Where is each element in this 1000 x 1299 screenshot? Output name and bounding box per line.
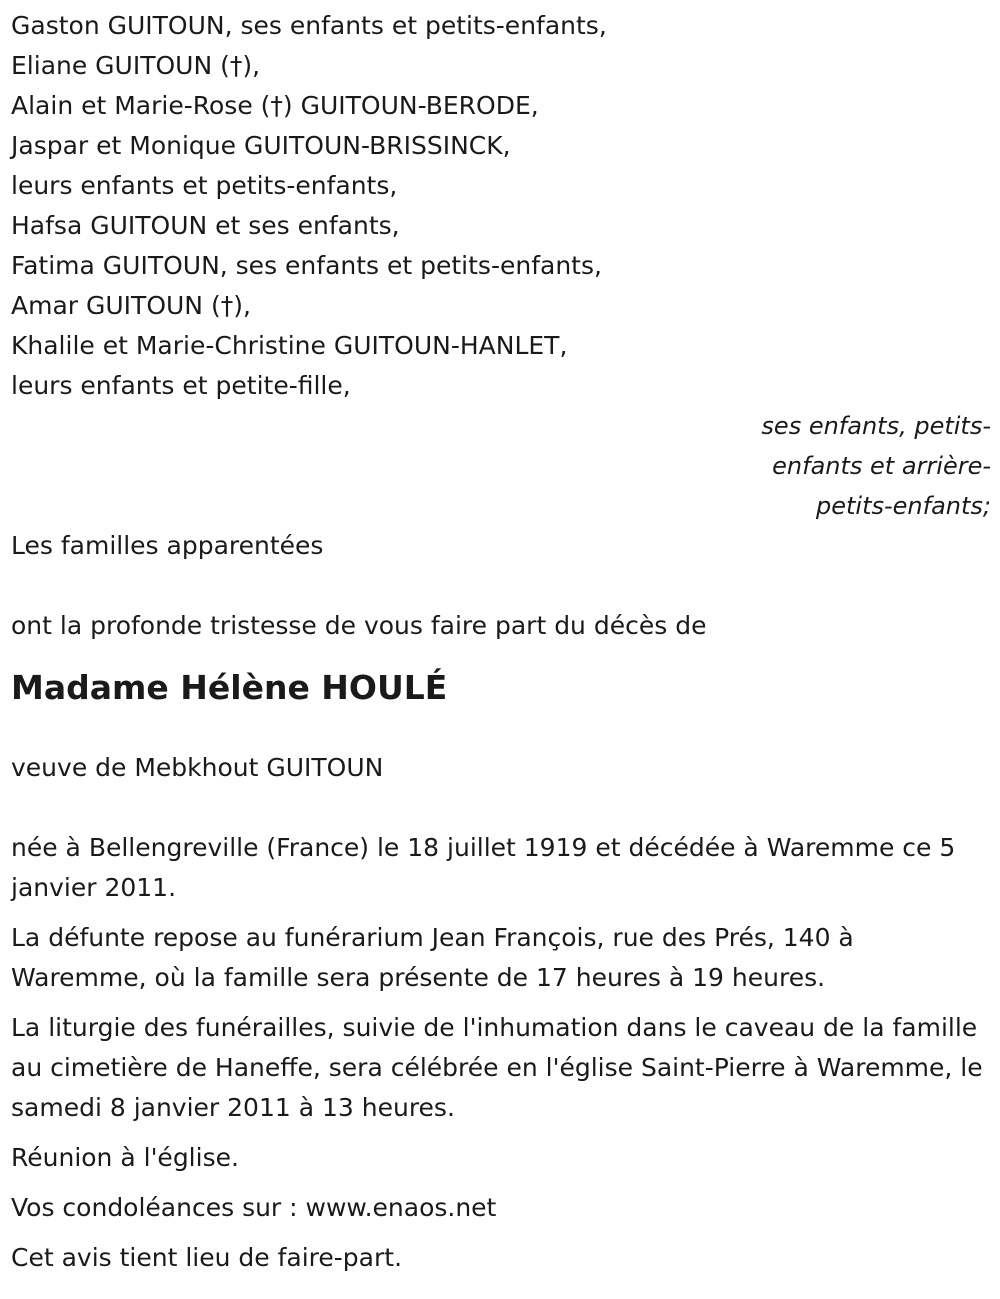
family-line: Gaston GUITOUN, ses enfants et petits-enfants, (11, 11, 607, 40)
family-line: Eliane GUITOUN (†), (11, 51, 261, 80)
repose-details: La défunte repose au funérarium Jean François, rue des Prés, 140 à Waremme, où la famille sera présente de 17 heures à 19 heures. (11, 923, 854, 992)
birth-death-details: née à Bellengreville (France) le 18 juillet 1919 et décédée à Waremme ce 5 janvier 2011. (11, 833, 956, 902)
meeting-note: Réunion à l'église. (11, 1143, 239, 1172)
obituary-notice (11, 6, 991, 1288)
family-line: Alain et Marie-Rose (†) GUITOUN-BERODE, (11, 91, 539, 120)
descendants-line: petits-enfants; (816, 492, 991, 520)
family-line: Fatima GUITOUN, ses enfants et petits-enfants, (11, 251, 602, 280)
related-families: Les familles apparentées (11, 531, 324, 560)
family-line: Hafsa GUITOUN et ses enfants, (11, 211, 400, 240)
descendants-note (11, 406, 991, 526)
notice-note: Cet avis tient lieu de faire-part. (11, 1243, 403, 1272)
deceased-name: Madame Hélène HOULÉ (11, 668, 448, 707)
descendants-line: enfants et arrière- (772, 452, 991, 480)
condolences-note: Vos condoléances sur : www.enaos.net (11, 1193, 497, 1222)
widow-of: veuve de Mebkhout GUITOUN (11, 753, 384, 782)
family-list (11, 6, 991, 406)
family-line: Khalile et Marie-Christine GUITOUN-HANLET, (11, 331, 568, 360)
liturgy-details: La liturgie des funérailles, suivie de l'inhumation dans le caveau de la famille au cimetière de Haneffe, sera célébrée en l'église Saint-Pierre à Waremme, le samedi 8 janvier 2011 à 13 heures. (11, 1013, 983, 1122)
descendants-line: ses enfants, petits- (761, 412, 991, 440)
announcement-text: ont la profonde tristesse de vous faire part du décès de (11, 611, 707, 640)
family-line: Jaspar et Monique GUITOUN-BRISSINCK, (11, 131, 511, 160)
family-line: leurs enfants et petits-enfants, (11, 171, 398, 200)
family-line: leurs enfants et petite-fille, (11, 371, 351, 400)
family-line: Amar GUITOUN (†), (11, 291, 251, 320)
